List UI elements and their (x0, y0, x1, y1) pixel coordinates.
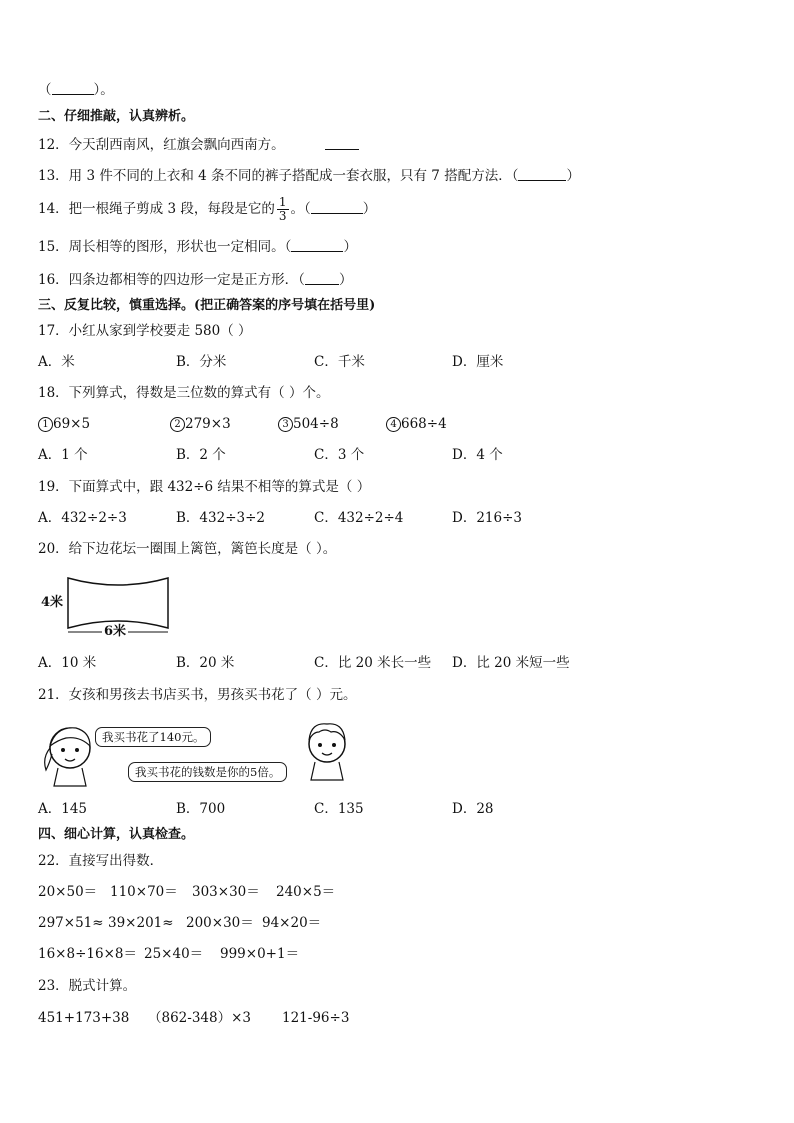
option-c[interactable]: C．135 (314, 801, 364, 817)
option-b[interactable]: B．432÷3÷2 (176, 510, 265, 526)
option-b[interactable]: B．2 个 (176, 447, 226, 463)
question-14: 14．把一根绳子剪成 3 段，每段是它的 $\frac{1}{3}$ 。（ ） (38, 195, 377, 223)
boy-illustration-icon (295, 716, 359, 782)
flower-bed-outline (68, 578, 168, 628)
option-d[interactable]: D．28 (452, 801, 494, 817)
calc-item: 999×0+1＝ (220, 946, 300, 962)
question-12: 12．今天刮西南风，红旗会飘向西南方。 (38, 136, 359, 154)
option-a[interactable]: A．米 (38, 354, 75, 370)
question-17: 17．小红从家到学校要走 580（ ） (38, 323, 252, 339)
fraction-one-third: $\frac{1}{3}$ (278, 195, 287, 223)
option-a[interactable]: A．145 (38, 801, 88, 817)
option-d[interactable]: D．4 个 (452, 447, 503, 463)
calc-item: 39×201≈ (108, 915, 174, 931)
girl-speech-bubble: 我买书花了140元。 (95, 727, 211, 747)
option-a[interactable]: A．10 米 (38, 655, 97, 671)
question-23: 23．脱式计算。 (38, 978, 137, 994)
option-a[interactable]: A．432÷2÷3 (38, 510, 127, 526)
boy-speech-bubble: 我买书花的钱数是你的5倍。 (128, 762, 287, 782)
option-b[interactable]: B．分米 (176, 354, 227, 370)
calc-item: 20×50＝ (38, 884, 98, 900)
calc-item: 16×8÷16×8＝ (38, 946, 137, 962)
option-a[interactable]: A．1 个 (38, 447, 88, 463)
calc-item: 240×5＝ (276, 884, 336, 900)
answer-blank[interactable] (291, 239, 343, 252)
option-c[interactable]: C．432÷2÷4 (314, 510, 404, 526)
answer-blank[interactable] (325, 137, 359, 150)
section-3-title: 三、反复比较，慎重选择。(把正确答案的序号填在括号里) (38, 298, 376, 313)
question-16: 16．四条边都相等的四边形一定是正方形．（ ） (38, 272, 353, 288)
option-c[interactable]: C．3 个 (314, 447, 365, 463)
q18-item-1: 1 69×5 (38, 415, 90, 433)
option-d[interactable]: D．比 20 米短一些 (452, 655, 570, 671)
q18-item-4: 4 668÷4 (386, 415, 447, 433)
calc-item: 121-96÷3 (282, 1010, 350, 1026)
option-b[interactable]: B．20 米 (176, 655, 235, 671)
section-2-title: 二、仔细推敲，认真辨析。 (38, 109, 195, 124)
calc-item: 200×30＝ (186, 915, 254, 931)
calc-item: 297×51≈ (38, 915, 104, 931)
calc-item: 303×30＝ (192, 884, 260, 900)
q18-item-2: 2 279×3 (170, 415, 231, 433)
q11-answer-tail: （ ）。 (38, 82, 114, 98)
question-19: 19．下面算式中，跟 432÷6 结果不相等的算式是（ ） (38, 479, 371, 495)
calc-item: 94×20＝ (262, 915, 322, 931)
side-length-label: 4米 (41, 595, 64, 610)
calc-item: 110×70＝ (110, 884, 178, 900)
answer-blank[interactable] (52, 82, 94, 95)
option-d[interactable]: D．厘米 (452, 354, 504, 370)
section-4-title: 四、细心计算，认真检查。 (38, 827, 195, 842)
answer-blank[interactable] (305, 272, 339, 285)
question-15: 15．周长相等的图形，形状也一定相同。（ ） (38, 239, 357, 255)
answer-blank[interactable] (311, 201, 363, 214)
answer-blank[interactable] (518, 168, 566, 181)
q18-item-3: 3 504÷8 (278, 415, 339, 433)
question-22: 22．直接写出得数． (38, 853, 164, 869)
option-b[interactable]: B．700 (176, 801, 226, 817)
option-c[interactable]: C．千米 (314, 354, 365, 370)
calc-item: （862-348）×3 (148, 1010, 251, 1026)
question-20: 20．给下边花坛一圈围上篱笆，篱笆长度是（ ）。 (38, 541, 337, 557)
question-21: 21．女孩和男孩去书店买书，男孩买书花了（ ）元。 (38, 687, 357, 703)
bottom-length-label: 6米 (104, 624, 127, 639)
calc-item: 25×40＝ (144, 946, 204, 962)
question-18: 18．下列算式，得数是三位数的算式有（ ）个。 (38, 385, 330, 401)
girl-illustration-icon (36, 718, 106, 788)
question-13: 13．用 3 件不同的上衣和 4 条不同的裤子搭配成一套衣服，只有 7 搭配方法．（ ） (38, 168, 580, 184)
option-d[interactable]: D．216÷3 (452, 510, 522, 526)
option-c[interactable]: C．比 20 米长一些 (314, 655, 432, 671)
calc-item: 451+173+38 (38, 1010, 130, 1026)
